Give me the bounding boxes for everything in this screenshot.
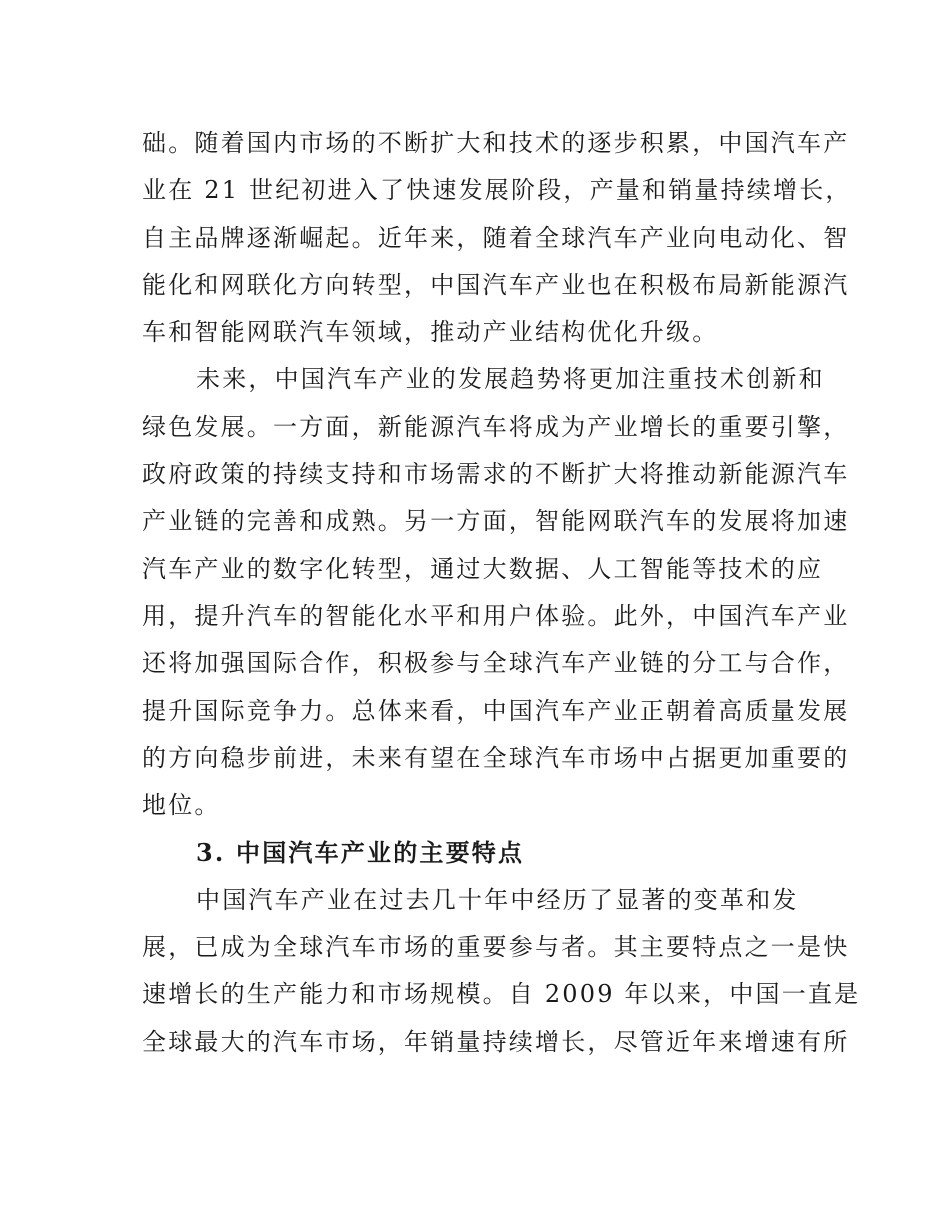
text-line: 础。随着国内市场的不断扩大和技术的逐步积累，中国汽车产 <box>142 129 850 157</box>
text-line: 车和智能网联汽车领域，推动产业结构优化升级。 <box>142 318 719 347</box>
text-line: 速增长的生产能力和市场规模。自 2009 年以来，中国一直是 <box>142 980 861 1009</box>
text-line: 政府政策的持续支持和市场需求的不断扩大将推动新能源汽车 <box>142 460 850 489</box>
text-line: 展，已成为全球汽车市场的重要参与者。其主要特点之一是快 <box>142 933 850 962</box>
text-line: 产业链的完善和成熟。另一方面，智能网联汽车的发展将加速 <box>142 507 850 536</box>
text-line: 自主品牌逐渐崛起。近年来，随着全球汽车产业向电动化、智 <box>142 223 850 252</box>
text-line: 汽车产业的数字化转型，通过大数据、人工智能等技术的应 <box>142 554 824 583</box>
document-body <box>142 120 861 1066</box>
paragraph-start-line: 中国汽车产业在过去几十年中经历了显著的变革和发 <box>196 885 799 914</box>
section-heading: 3. 中国汽车产业的主要特点 <box>196 838 525 868</box>
text-line: 绿色发展。一方面，新能源汽车将成为产业增长的重要引擎， <box>142 412 850 441</box>
text-line: 提升国际竞争力。总体来看，中国汽车产业正朝着高质量发展 <box>142 696 850 725</box>
text-line: 全球最大的汽车市场，年销量持续增长，尽管近年来增速有所 <box>142 1027 850 1056</box>
text-line: 用，提升汽车的智能化水平和用户体验。此外，中国汽车产业 <box>142 601 850 630</box>
paragraph-start-line: 未来，中国汽车产业的发展趋势将更加注重技术创新和 <box>196 365 825 394</box>
text-line: 业在 21 世纪初进入了快速发展阶段，产量和销量持续增长， <box>142 176 852 205</box>
text-line: 的方向稳步前进，未来有望在全球汽车市场中占据更加重要的 <box>142 743 850 772</box>
text-line: 地位。 <box>142 791 221 820</box>
text-line: 还将加强国际合作，积极参与全球汽车产业链的分工与合作， <box>142 649 850 678</box>
text-line: 能化和网联化方向转型，中国汽车产业也在积极布局新能源汽 <box>142 270 850 299</box>
